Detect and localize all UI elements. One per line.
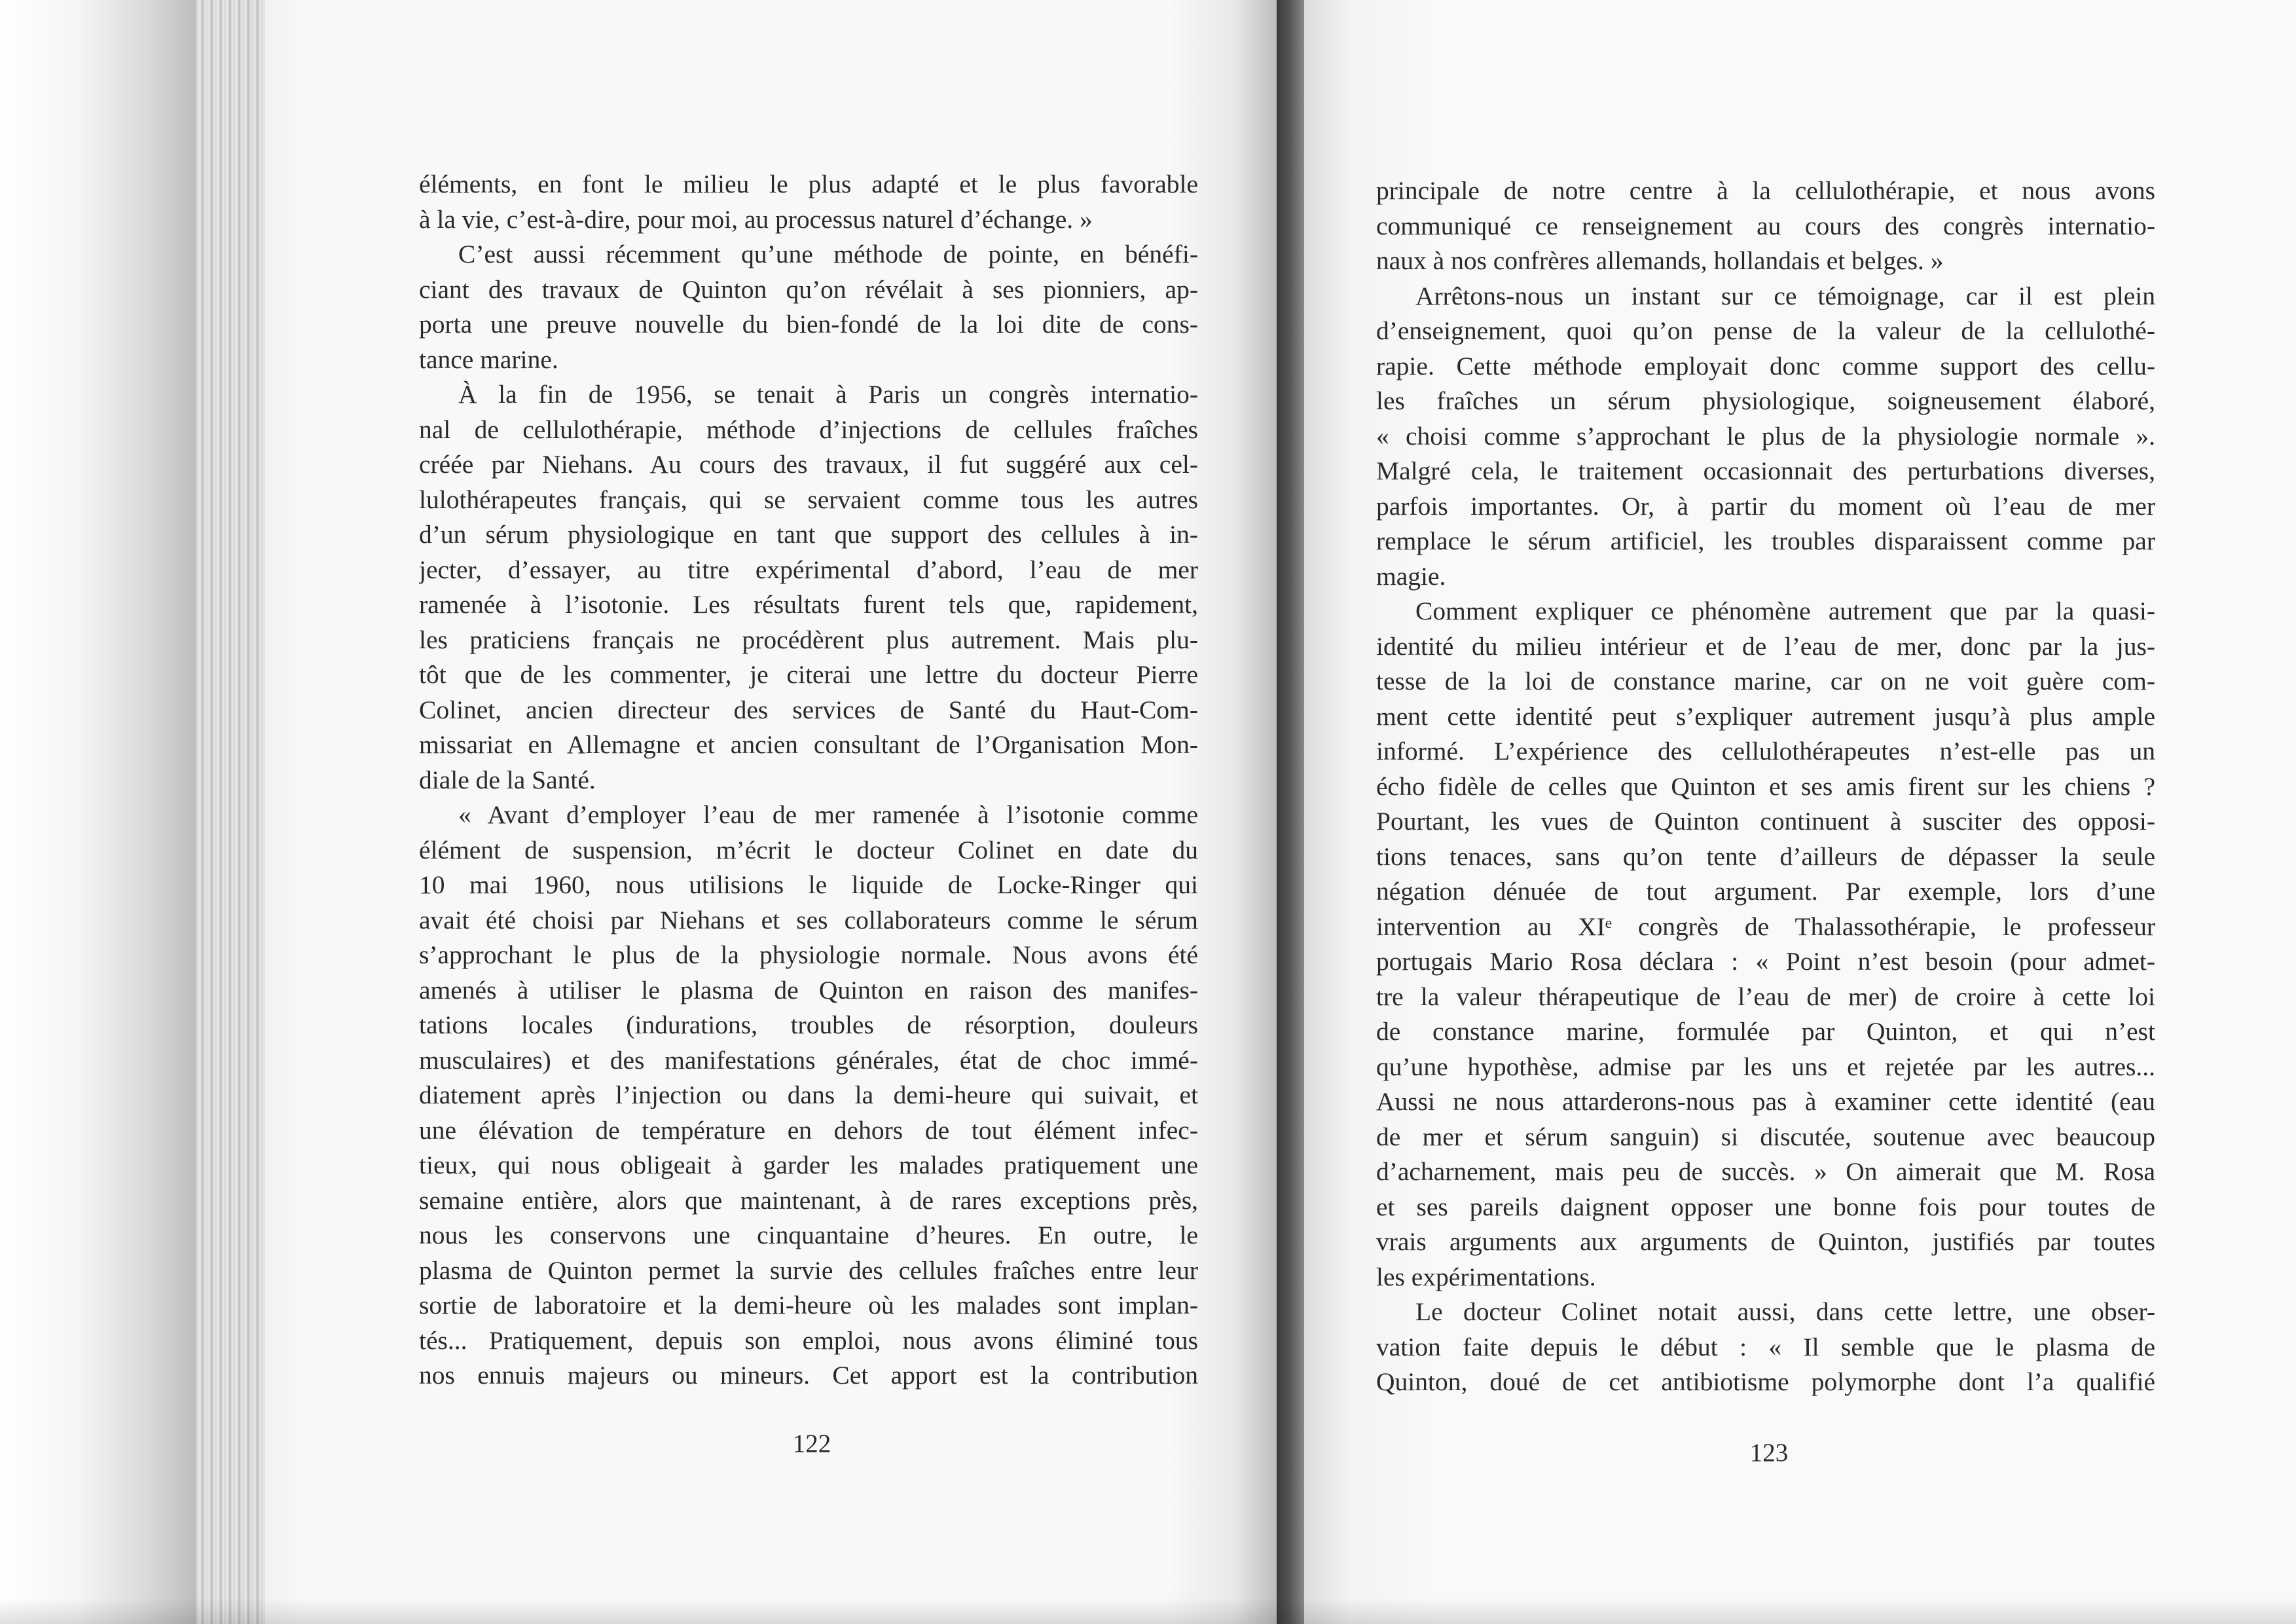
text-line: d’enseignement, quoi qu’on pense de la valeur de la cellulothé- xyxy=(1376,316,2155,345)
text-line: et ses pareils daignent opposer une bonne fois pour toutes de xyxy=(1376,1192,2155,1221)
text-line: tance marine. xyxy=(419,344,558,374)
left-page-number: 122 xyxy=(792,1430,831,1458)
text-line: avait été choisi par Niehans et ses collaborateurs comme le sérum xyxy=(419,905,1198,934)
text-line: écho fidèle de celles que Quinton et ses amis firent sur les chiens ? xyxy=(1376,771,2155,801)
text-line: d’acharnement, mais peu de succès. » On aimerait que M. Rosa xyxy=(1376,1157,2155,1186)
text-line: Pourtant, les vues de Quinton continuent à susciter des opposi- xyxy=(1376,807,2155,836)
text-line: une élévation de température en dehors de tout élément infec- xyxy=(419,1115,1198,1145)
text-line: ciant des travaux de Quinton qu’on révélait à ses pionniers, ap- xyxy=(419,274,1198,304)
text-line: lulothérapeutes français, qui se servaient comme tous les autres xyxy=(419,485,1198,514)
text-line: plasma de Quinton permet la survie des cellules fraîches entre leur xyxy=(419,1255,1198,1285)
text-line: Malgré cela, le traitement occasionnait des perturbations diverses, xyxy=(1376,456,2155,485)
text-line: C’est aussi récemment qu’une méthode de pointe, en bénéfi- xyxy=(458,240,1198,268)
text-line: « Avant d’employer l’eau de mer ramenée à l’isotonie comme xyxy=(458,800,1198,829)
text-line: informé. L’expérience des cellulothérapeutes n’est-elle pas un xyxy=(1376,737,2155,766)
text-line: tôt que de les commenter, je citerai une lettre du docteur Pierre xyxy=(419,660,1198,689)
text-line: tions tenaces, sans qu’on tente d’ailleurs de dépasser la seule xyxy=(1376,841,2155,871)
text-line: nous les conservons une cinquantaine d’heures. En outre, le xyxy=(419,1221,1198,1249)
text-line: vrais arguments aux arguments de Quinton, justifiés par toutes xyxy=(1376,1227,2155,1256)
text-line: jecter, d’essayer, au titre expérimental d’abord, l’eau de mer xyxy=(419,555,1198,584)
text-line: éléments, en font le milieu le plus adapté et le plus favorable xyxy=(419,170,1198,198)
text-line: s’approchant le plus de la physiologie normale. Nous avons été xyxy=(419,940,1198,969)
text-line: À la fin de 1956, se tenait à Paris un congrès internatio- xyxy=(458,380,1198,409)
text-line: 10 mai 1960, nous utilisions le liquide de Locke-Ringer qui xyxy=(419,870,1198,899)
text-line: tations locales (indurations, troubles de résorption, douleurs xyxy=(419,1010,1198,1039)
book-gutter xyxy=(1277,0,1304,1624)
text-line: de mer et sérum sanguin) si discutée, soutenue avec beaucoup xyxy=(1376,1122,2155,1151)
text-line: portugais Mario Rosa déclara : « Point n’est besoin (pour admet- xyxy=(1376,947,2155,976)
text-line: communiqué ce renseignement au cours des congrès internatio- xyxy=(1376,211,2155,240)
text-line: naux à nos confrères allemands, hollandais et belges. » xyxy=(1376,246,1944,275)
right-page xyxy=(1304,0,2296,1624)
text-line: tre la valeur thérapeutique de l’eau de mer) de croire à cette loi xyxy=(1376,982,2155,1011)
text-line: les praticiens français ne procédèrent plus autrement. Mais plu- xyxy=(419,625,1198,654)
text-line: semaine entière, alors que maintenant, à de rares exceptions près, xyxy=(419,1185,1198,1215)
text-line: intervention au XIᵉ congrès de Thalassothérapie, le professeur xyxy=(1376,912,2155,941)
text-line: principale de notre centre à la cellulothérapie, et nous avons xyxy=(1376,176,2155,205)
text-line: porta une preuve nouvelle du bien-fondé de la loi dite de cons- xyxy=(419,310,1198,339)
left-page xyxy=(265,0,1277,1624)
text-line: les expérimentations. xyxy=(1376,1262,1596,1291)
text-line: diatement après l’injection ou dans la demi-heure qui suivait, et xyxy=(419,1080,1198,1109)
book-page-edges xyxy=(196,0,265,1624)
text-line: remplace le sérum artificiel, les troubles disparaissent comme par xyxy=(1376,526,2155,555)
text-line: tesse de la loi de constance marine, car on ne voit guère com- xyxy=(1376,667,2155,695)
text-line: identité du milieu intérieur et de l’eau de mer, donc par la jus- xyxy=(1376,631,2155,661)
text-line: Le docteur Colinet notait aussi, dans cette lettre, une obser- xyxy=(1415,1297,2155,1326)
text-line: négation dénuée de tout argument. Par exemple, lors d’une xyxy=(1376,877,2155,906)
text-line: « choisi comme s’approchant le plus de la physiologie normale ». xyxy=(1376,421,2155,451)
text-line: sortie de laboratoire et la demi-heure où les malades sont implan- xyxy=(419,1291,1198,1320)
right-page-number: 123 xyxy=(1749,1439,1789,1467)
scan-background-margin xyxy=(0,0,196,1624)
text-line: rapie. Cette méthode employait donc comme support des cellu- xyxy=(1376,351,2155,380)
text-line: diale de la Santé. xyxy=(419,765,596,794)
text-line: musculaires) et des manifestations générales, état de choc immé- xyxy=(419,1045,1198,1075)
text-line: parfois importantes. Or, à partir du moment où l’eau de mer xyxy=(1376,491,2155,521)
left-page-body-text xyxy=(419,167,1198,1393)
text-line: magie. xyxy=(1376,561,1446,591)
text-line: élément de suspension, m’écrit le docteur Colinet en date du xyxy=(419,835,1198,864)
text-line: les fraîches un sérum physiologique, soigneusement élaboré, xyxy=(1376,386,2155,415)
text-line: créée par Niehans. Au cours des travaux, il fut suggéré aux cel- xyxy=(419,450,1198,479)
text-line: nal de cellulothérapie, méthode d’injections de cellules fraîches xyxy=(419,415,1198,444)
right-page-body-text xyxy=(1376,174,2155,1400)
text-line: qu’une hypothèse, admise par les uns et rejetée par les autres... xyxy=(1376,1052,2155,1081)
text-line: ment cette identité peut s’expliquer autrement jusqu’à plus ample xyxy=(1376,701,2155,731)
text-line: tés... Pratiquement, depuis son emploi, nous avons éliminé tous xyxy=(419,1325,1198,1355)
text-line: missariat en Allemagne et ancien consultant de l’Organisation Mon- xyxy=(419,730,1198,759)
text-line: amenés à utiliser le plasma de Quinton en raison des manifes- xyxy=(419,975,1198,1005)
text-line: à la vie, c’est-à-dire, pour moi, au processus naturel d’échange. » xyxy=(419,204,1093,234)
text-line: Colinet, ancien directeur des services de Santé du Haut-Com- xyxy=(419,695,1198,724)
text-line: vation faite depuis le début : « Il semble que le plasma de xyxy=(1376,1332,2155,1361)
text-line: Quinton, doué de cet antibiotisme polymorphe dont l’a qualifié xyxy=(1376,1367,2155,1396)
text-line: tieux, qui nous obligeait à garder les malades pratiquement une xyxy=(419,1151,1198,1179)
text-line: Comment expliquer ce phénomène autrement que par la quasi- xyxy=(1415,597,2155,625)
text-line: d’un sérum physiologique en tant que support des cellules à in- xyxy=(419,520,1198,549)
text-line: ramenée à l’isotonie. Les résultats furent tels que, rapidement, xyxy=(419,590,1198,619)
text-line: nos ennuis majeurs ou mineurs. Cet apport est la contribution xyxy=(419,1361,1198,1390)
text-line: Aussi ne nous attarderons-nous pas à examiner cette identité (eau xyxy=(1376,1087,2155,1116)
text-line: Arrêtons-nous un instant sur ce témoignage, car il est plein xyxy=(1415,281,2155,310)
text-line: de constance marine, formulée par Quinton, et qui n’est xyxy=(1376,1017,2155,1046)
scan-bottom-shadow xyxy=(0,1598,2296,1624)
